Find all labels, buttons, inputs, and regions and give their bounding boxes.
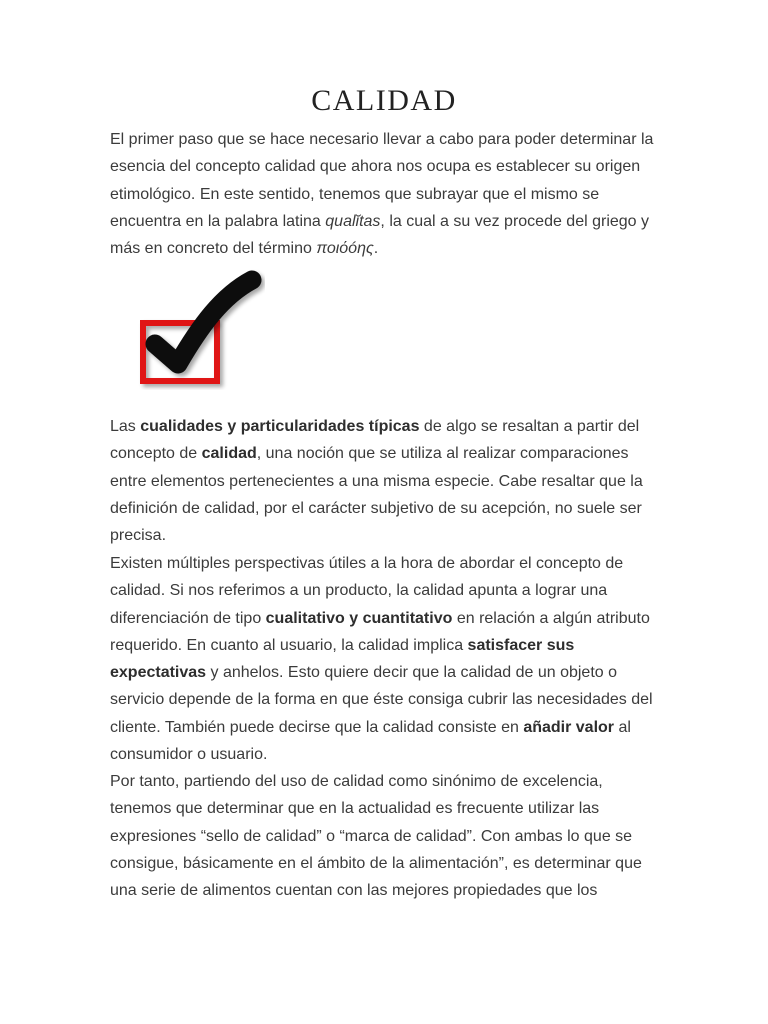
text-run: y anhelos. Esto quiere decir que la calidad de un objeto o servicio depende de la forma en que éste consiga cubrir las necesidades del cliente. También puede decirse que la calidad consiste en [110,664,653,736]
text-run: El primer paso que se hace necesario llevar a cabo para poder determinar la esencia del concepto calidad que ahora nos ocupa es establecer su origen etimológico. En este sentido, tenemos que subrayar que el mismo se encuentra en la palabra latina [110,131,654,230]
page-title: CALIDAD [311,84,457,117]
paragraph-perspectivas [110,550,666,768]
bold-text-run: añadir valor [523,718,615,736]
text-run: al consumidor o usuario. [110,718,631,764]
italic-text-run: ποιόóης [316,240,374,258]
paragraph-cualidades [110,413,666,549]
paragraph-excelencia [110,768,666,904]
text-run: en relación a algún atributo requerido. En cuanto al usuario, la calidad implica [110,609,650,654]
bold-text-run: satisfacer sus expectativas [110,636,575,682]
bold-text-run: cualidades y particularidades típicas [140,418,420,435]
text-run: de algo se resaltan a partir del concepto de [110,418,640,463]
italic-text-run: qualĭtas [325,212,381,230]
checkmark-in-box-icon [130,268,265,390]
text-run: Por tanto, partiendo del uso de calidad como sinónimo de excelencia, tenemos que determinar que en la actualidad es frecuente utilizar las expresiones “sello de calidad” o “marca de calidad”. Con ambas lo que se consigue, básicamente en el ámbito de la alimentación”, es determinar que una serie de alimentos cuentan con las mejores propiedades que los [110,773,642,900]
text-run: Las [110,418,141,435]
bold-text-run: cualitativo y cuantitativo [265,609,453,627]
text-run: Existen múltiples perspectivas útiles a la hora de abordar el concepto de calidad. Si nos referimos a un producto, la calidad apunta a lograr una diferenciación de tipo [110,555,624,627]
bold-text-run: calidad [201,445,257,463]
text-run: , una noción que se utiliza al realizar comparaciones entre elementos pertenecientes a una misma especie. Cabe resaltar que la definición de calidad, por el carácter subjetivo de su acepción, no suele ser precisa. [110,445,643,545]
text-run: , la cual a su vez procede del griego y más en concreto del término [110,212,650,258]
checkmark-illustration [130,268,265,390]
text-run: . [373,240,379,258]
paragraph-etymology [110,126,666,262]
